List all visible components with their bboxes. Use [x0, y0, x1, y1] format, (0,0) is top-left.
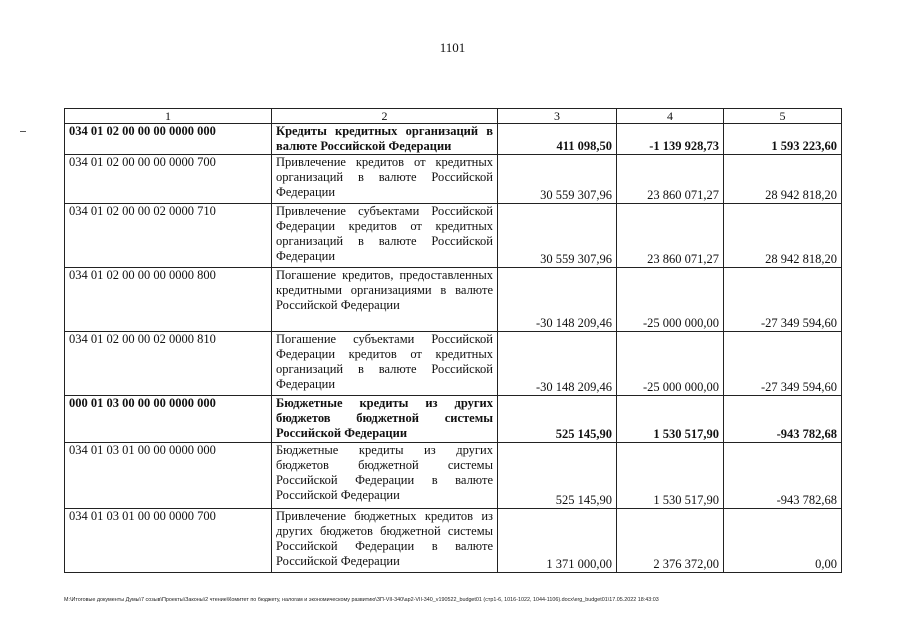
row-code: 034 01 02 00 00 00 0000 700 — [65, 155, 272, 204]
table-row — [65, 204, 842, 268]
header-col-3: 3 — [498, 109, 617, 124]
row-code: 034 01 03 01 00 00 0000 000 — [65, 443, 272, 509]
table-row — [65, 155, 842, 204]
row-code: 034 01 02 00 00 00 0000 000 — [65, 124, 272, 155]
table-header-row — [65, 109, 842, 124]
margin-mark — [20, 131, 26, 132]
row-name: Погашение субъектами Российской Федерации кредитов от кредитных организаций в валюте Российской Федерации — [272, 332, 498, 396]
table-row — [65, 268, 842, 332]
sources-financing-table — [64, 108, 842, 573]
row-value-col3: 30 559 307,96 — [498, 204, 617, 268]
row-value-col4: -1 139 928,73 — [617, 124, 724, 155]
row-value-col3: 525 145,90 — [498, 443, 617, 509]
table-row — [65, 509, 842, 573]
row-value-col4: -25 000 000,00 — [617, 268, 724, 332]
row-value-col3: -30 148 209,46 — [498, 268, 617, 332]
document-file-path: M:\Итоговые документы Думы\7 созыв\Проекты\Законы\2 чтение\Комитет по бюджету, налогам и экономическому развитию\ЗП-VII-340\ap2-VII-340_v190522_budget01 (стр1-6, 1016-1022, 1044-1106).docx\erg_budget01\17.05.2022 18:43:03 — [64, 597, 659, 603]
table-row — [65, 124, 842, 155]
row-code: 034 01 03 01 00 00 0000 700 — [65, 509, 272, 573]
row-value-col4: 23 860 071,27 — [617, 155, 724, 204]
row-name: Кредиты кредитных организаций в валюте Российской Федерации — [272, 124, 498, 155]
header-col-4: 4 — [617, 109, 724, 124]
row-code: 034 01 02 00 00 02 0000 810 — [65, 332, 272, 396]
row-value-col4: -25 000 000,00 — [617, 332, 724, 396]
row-name: Погашение кредитов, предоставленных кредитными организациями в валюте Российской Федерации — [272, 268, 498, 332]
row-value-col5: 0,00 — [724, 509, 842, 573]
row-value-col5: 28 942 818,20 — [724, 204, 842, 268]
row-name: Привлечение бюджетных кредитов из других бюджетов бюджетной системы Российской Федерации в валюте Российской Федерации — [272, 509, 498, 573]
row-value-col4: 2 376 372,00 — [617, 509, 724, 573]
row-name: Привлечение субъектами Российской Федерации кредитов от кредитных организаций в валюте Российской Федерации — [272, 204, 498, 268]
row-value-col4: 1 530 517,90 — [617, 396, 724, 443]
row-value-col3: 1 371 000,00 — [498, 509, 617, 573]
row-code: 034 01 02 00 00 00 0000 800 — [65, 268, 272, 332]
row-name: Привлечение кредитов от кредитных организаций в валюте Российской Федерации — [272, 155, 498, 204]
header-col-2: 2 — [272, 109, 498, 124]
row-value-col5: 28 942 818,20 — [724, 155, 842, 204]
header-col-1: 1 — [65, 109, 272, 124]
row-value-col5: -27 349 594,60 — [724, 332, 842, 396]
table-row — [65, 332, 842, 396]
page-number: 1101 — [439, 40, 466, 55]
header-col-5: 5 — [724, 109, 842, 124]
row-value-col3: 525 145,90 — [498, 396, 617, 443]
row-value-col4: 23 860 071,27 — [617, 204, 724, 268]
row-value-col4: 1 530 517,90 — [617, 443, 724, 509]
row-value-col5: 1 593 223,60 — [724, 124, 842, 155]
row-value-col3: 30 559 307,96 — [498, 155, 617, 204]
row-value-col5: -27 349 594,60 — [724, 268, 842, 332]
row-value-col3: -30 148 209,46 — [498, 332, 617, 396]
row-value-col3: 411 098,50 — [498, 124, 617, 155]
row-code: 000 01 03 00 00 00 0000 000 — [65, 396, 272, 443]
row-name: Бюджетные кредиты из других бюджетов бюджетной системы Российской Федерации в валюте Российской Федерации — [272, 443, 498, 509]
row-value-col5: -943 782,68 — [724, 396, 842, 443]
table-row — [65, 396, 842, 443]
row-code: 034 01 02 00 00 02 0000 710 — [65, 204, 272, 268]
row-name: Бюджетные кредиты из других бюджетов бюджетной системы Российской Федерации — [272, 396, 498, 443]
row-value-col5: -943 782,68 — [724, 443, 842, 509]
table-row — [65, 443, 842, 509]
